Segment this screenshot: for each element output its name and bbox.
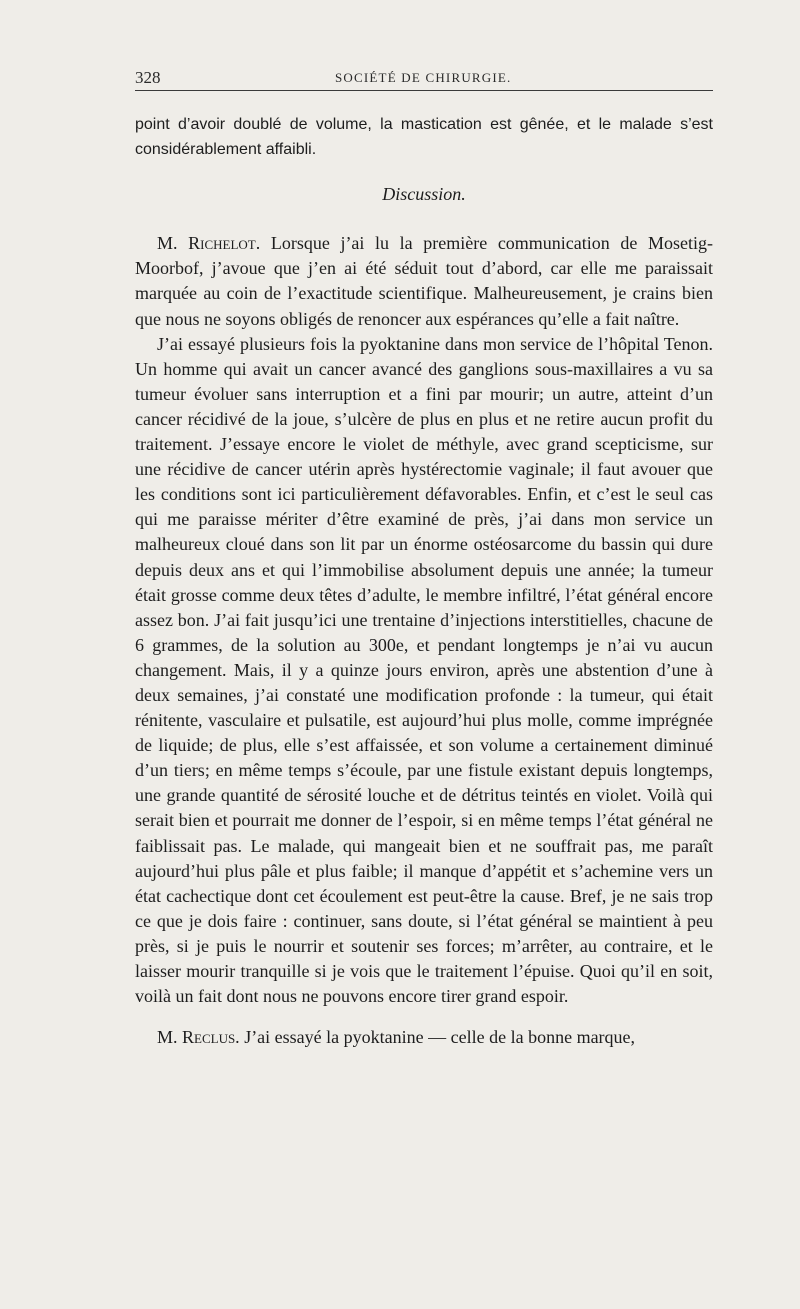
page-number: 328	[135, 68, 161, 87]
body-text	[135, 112, 713, 1050]
paragraph-reclus	[135, 1025, 713, 1050]
paragraph-text: Lorsque j’ai lu la première communication de Mosetig-Moorbof, j’avoue que j’en ai été séduit tout d’abord, car elle me paraissait marquée au coin de l’exactitude scientifique. Malheureusement, je crains bien que nous ne soyons obligés de renoncer aux espérances qu’elle a fait naître.	[135, 233, 713, 329]
speaker-name: M. Richelot.	[157, 233, 261, 254]
paragraph-text: J’ai essayé la pyoktanine — celle de la bonne marque,	[239, 1027, 636, 1048]
lead-paragraph: point d’avoir doublé de volume, la mastication est gênée, et le malade s’est considérablement affaibli.	[135, 116, 713, 159]
paragraph-richelot-2: J’ai essayé plusieurs fois la pyoktanine dans mon service de l’hôpital Tenon. Un homme qui avait un cancer avancé des ganglions sous-maxillaires a vu sa tumeur évoluer sans interruption et a fini par mourir; un autre, atteint d’un cancer récidivé de la joue, s’ulcère de plus en plus et ne retire aucun profit du traitement. J’essaye encore le violet de méthyle, avec grand scepticisme, sur une récidive de cancer utérin après hystérectomie vaginale; il faut avouer que les conditions sont ici particulièrement défavorables. Enfin, et c’est le seul cas qui me paraisse mériter d’être examiné de près, j’ai dans mon service un malheureux cloué dans son lit par un énorme ostéosarcome du bassin qui dure depuis deux ans et qui l’immobilise absolument depuis une année; la tumeur était grosse comme deux têtes d’adulte, le membre infiltré, l’état général encore assez bon. J’ai fait jusqu’ici une trentaine d’injections interstitielles, chacune de 6 grammes, de la solution au 300e, et pendant longtemps je n’ai vu aucun changement. Mais, il y a quinze jours environ, après une abstention d’une à deux semaines, j’ai constaté une modification profonde : la tumeur, qui était rénitente, vasculaire et pulsatile, est aujourd’hui plus molle, comme imprégnée de liquide; de plus, elle s’est affaissée, et son volume a certainement diminué d’un tiers; en même temps s’écoule, par une fistule existant depuis longtemps, une grande quantité de sérosité louche et de détritus teintés en violet. Voilà qui serait bien et pourrait me donner de l’espoir, si en même temps l’état général ne faiblissait pas. Le malade, qui mangeait bien et ne souffrait pas, me paraît aujourd’hui plus pâle et plus faible; il manque d’appétit et s’achemine vers un état cachectique dont cet écoulement est peut-être la cause. Bref, je ne sais trop ce que je dois faire : continuer, sans doute, si l’état général se maintient à peu près, si je puis le nourrir et soutenir ses forces; m’arrêter, au contraire, et le laisser mourir tranquille si je vois que le traitement l’épuise. Quoi qu’il en soit, voilà un fait dont nous ne pouvons encore tirer grand espoir.	[135, 333, 713, 1007]
running-head: SOCIÉTÉ DE CHIRURGIE.	[335, 70, 512, 85]
section-title: Discussion.	[382, 184, 466, 205]
paragraph-richelot-1	[135, 231, 713, 331]
speaker-name: M. Reclus.	[157, 1027, 240, 1048]
page-header	[135, 62, 713, 91]
